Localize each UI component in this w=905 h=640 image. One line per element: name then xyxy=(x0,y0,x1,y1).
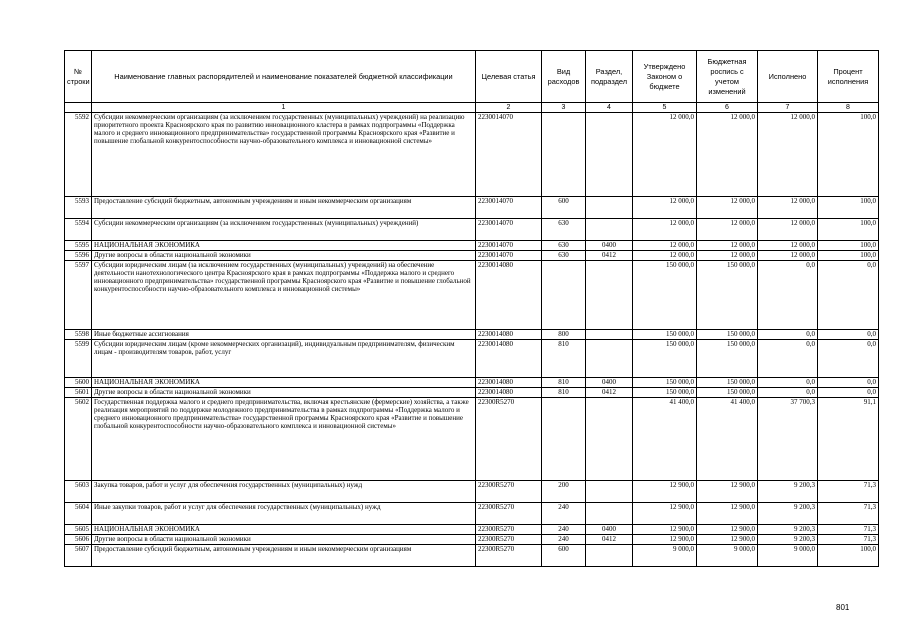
section-code xyxy=(586,503,633,525)
executed-amount: 12 000,0 xyxy=(758,219,818,241)
header-expense-type: Вид расходов xyxy=(542,51,586,103)
schedule-amount: 12 000,0 xyxy=(697,251,758,261)
executed-amount: 9 200,3 xyxy=(758,525,818,535)
target-article-code: 2230014070 xyxy=(476,219,542,241)
row-number: 5606 xyxy=(65,535,92,545)
row-name: НАЦИОНАЛЬНАЯ ЭКОНОМИКА xyxy=(92,378,476,388)
approved-amount: 12 000,0 xyxy=(633,251,697,261)
schedule-amount: 150 000,0 xyxy=(697,340,758,378)
execution-percent: 100,0 xyxy=(818,113,879,197)
target-article-code: 2230014080 xyxy=(476,378,542,388)
row-name: Другие вопросы в области национальной экономики xyxy=(92,251,476,261)
target-article-code: 22300R5270 xyxy=(476,503,542,525)
header-target-article: Целевая статья xyxy=(476,51,542,103)
approved-amount: 12 000,0 xyxy=(633,241,697,251)
approved-amount: 12 900,0 xyxy=(633,503,697,525)
schedule-amount: 150 000,0 xyxy=(697,378,758,388)
target-article-code: 22300R5270 xyxy=(476,525,542,535)
execution-percent: 100,0 xyxy=(818,241,879,251)
approved-amount: 150 000,0 xyxy=(633,261,697,330)
execution-percent: 71,3 xyxy=(818,503,879,525)
section-code: 0400 xyxy=(586,241,633,251)
executed-amount: 0,0 xyxy=(758,388,818,398)
executed-amount: 9 000,0 xyxy=(758,545,818,567)
executed-amount: 0,0 xyxy=(758,261,818,330)
executed-amount: 12 000,0 xyxy=(758,197,818,219)
header-percent: Процент исполнения xyxy=(818,51,879,103)
schedule-amount: 12 900,0 xyxy=(697,535,758,545)
row-number: 5600 xyxy=(65,378,92,388)
row-name: Субсидии некоммерческим организациям (за исключением государственных (муниципальных) учреждений) xyxy=(92,219,476,241)
expense-type-code: 810 xyxy=(542,388,586,398)
header-schedule: Бюджетная роспись с учетом изменений xyxy=(697,51,758,103)
row-name: Государственная поддержка малого и среднего предпринимательства, включая крестьянские (фермерские) хозяйства, а также реализация мероприятий по поддержке молодежного предпринимательства в рамках подпрограммы «Поддержка малого и среднего инновационного предпринимательства» государственной программы Красноярского края «Развитие и повышение глобальной конкурентоспособности научно-образовательного комплекса и инновационной системы» xyxy=(92,398,476,481)
row-name: Субсидии юридическим лицам (за исключением государственных (муниципальных) учреждений) на обеспечение деятельности нанотехнологического центра Красноярского края в рамках подпрограммы «Поддержка малого и среднего инновационного предпринимательства» государственной программы Красноярского края «Развитие и повышение глобальной конкурентоспособности научно-образовательного комплекса и инновационной системы» xyxy=(92,261,476,330)
target-article-code: 22300R5270 xyxy=(476,398,542,481)
table-header-row xyxy=(65,51,879,103)
row-name: Субсидии юридическим лицам (кроме некоммерческих организаций), индивидуальным предпринимателям, физическим лицам - производителям товаров, работ, услуг xyxy=(92,340,476,378)
expense-type-code: 810 xyxy=(542,378,586,388)
approved-amount: 150 000,0 xyxy=(633,388,697,398)
approved-amount: 12 900,0 xyxy=(633,525,697,535)
row-number: 5597 xyxy=(65,261,92,330)
table-row xyxy=(65,388,879,398)
table-row xyxy=(65,330,879,340)
expense-type-code: 630 xyxy=(542,219,586,241)
row-name: Закупка товаров, работ и услуг для обеспечения государственных (муниципальных) нужд xyxy=(92,481,476,503)
section-code: 0412 xyxy=(586,251,633,261)
expense-type-code: 240 xyxy=(542,503,586,525)
schedule-amount: 150 000,0 xyxy=(697,388,758,398)
table-row xyxy=(65,261,879,330)
section-code xyxy=(586,340,633,378)
table-row xyxy=(65,197,879,219)
execution-percent: 0,0 xyxy=(818,388,879,398)
expense-type-code: 600 xyxy=(542,545,586,567)
target-article-code: 22300R5270 xyxy=(476,481,542,503)
execution-percent: 71,3 xyxy=(818,535,879,545)
target-article-code: 2230014070 xyxy=(476,197,542,219)
executed-amount: 9 200,3 xyxy=(758,503,818,525)
expense-type-code xyxy=(542,261,586,330)
section-code: 0412 xyxy=(586,388,633,398)
section-code xyxy=(586,219,633,241)
approved-amount: 9 000,0 xyxy=(633,545,697,567)
executed-amount: 9 200,3 xyxy=(758,481,818,503)
column-number: 5 xyxy=(633,103,697,113)
schedule-amount: 41 400,0 xyxy=(697,398,758,481)
expense-type-code: 800 xyxy=(542,330,586,340)
row-number: 5601 xyxy=(65,388,92,398)
expense-type-code: 240 xyxy=(542,535,586,545)
row-number: 5605 xyxy=(65,525,92,535)
row-number: 5604 xyxy=(65,503,92,525)
expense-type-code xyxy=(542,398,586,481)
approved-amount: 12 000,0 xyxy=(633,219,697,241)
row-number: 5607 xyxy=(65,545,92,567)
target-article-code: 2230014070 xyxy=(476,113,542,197)
row-number: 5603 xyxy=(65,481,92,503)
approved-amount: 150 000,0 xyxy=(633,378,697,388)
schedule-amount: 12 000,0 xyxy=(697,113,758,197)
approved-amount: 150 000,0 xyxy=(633,330,697,340)
row-name: Иные бюджетные ассигнования xyxy=(92,330,476,340)
expense-type-code: 600 xyxy=(542,197,586,219)
budget-execution-table xyxy=(64,50,879,567)
executed-amount: 0,0 xyxy=(758,378,818,388)
execution-percent: 91,1 xyxy=(818,398,879,481)
executed-amount: 0,0 xyxy=(758,340,818,378)
executed-amount: 9 200,3 xyxy=(758,535,818,545)
header-name: Наименование главных распорядителей и наименование показателей бюджетной классификации xyxy=(92,51,476,103)
approved-amount: 12 900,0 xyxy=(633,535,697,545)
table-row xyxy=(65,525,879,535)
execution-percent: 71,3 xyxy=(818,481,879,503)
column-number: 1 xyxy=(92,103,476,113)
column-number xyxy=(65,103,92,113)
schedule-amount: 12 000,0 xyxy=(697,197,758,219)
execution-percent: 71,3 xyxy=(818,525,879,535)
section-code xyxy=(586,197,633,219)
column-number: 8 xyxy=(818,103,879,113)
row-number: 5593 xyxy=(65,197,92,219)
table-row xyxy=(65,545,879,567)
table-row xyxy=(65,535,879,545)
expense-type-code: 630 xyxy=(542,251,586,261)
row-name: Субсидии некоммерческим организациям (за исключением государственных (муниципальных) учреждений) на реализацию приоритетного проекта Красноярского края по развитию инновационного кластера в рамках подпрограммы «Поддержка малого и среднего инновационного предпринимательства» государственной программы Красноярского края «Развитие и повышение глобальной конкурентоспособности научно-образовательного комплекса и инновационной системы» xyxy=(92,113,476,197)
row-number: 5592 xyxy=(65,113,92,197)
header-section: Раздел, подраздел xyxy=(586,51,633,103)
section-code: 0400 xyxy=(586,525,633,535)
row-number: 5599 xyxy=(65,340,92,378)
execution-percent: 0,0 xyxy=(818,378,879,388)
target-article-code: 2230014080 xyxy=(476,261,542,330)
execution-percent: 0,0 xyxy=(818,340,879,378)
expense-type-code: 240 xyxy=(542,525,586,535)
schedule-amount: 150 000,0 xyxy=(697,261,758,330)
schedule-amount: 12 900,0 xyxy=(697,503,758,525)
executed-amount: 0,0 xyxy=(758,330,818,340)
expense-type-code: 810 xyxy=(542,340,586,378)
expense-type-code: 200 xyxy=(542,481,586,503)
execution-percent: 100,0 xyxy=(818,197,879,219)
row-number: 5598 xyxy=(65,330,92,340)
column-number: 2 xyxy=(476,103,542,113)
section-code xyxy=(586,113,633,197)
table-row xyxy=(65,251,879,261)
execution-percent: 100,0 xyxy=(818,251,879,261)
approved-amount: 12 000,0 xyxy=(633,197,697,219)
executed-amount: 12 000,0 xyxy=(758,241,818,251)
approved-amount: 12 000,0 xyxy=(633,113,697,197)
row-name: Другие вопросы в области национальной экономики xyxy=(92,535,476,545)
schedule-amount: 150 000,0 xyxy=(697,330,758,340)
table-row xyxy=(65,503,879,525)
schedule-amount: 12 900,0 xyxy=(697,525,758,535)
target-article-code: 2230014080 xyxy=(476,388,542,398)
section-code xyxy=(586,330,633,340)
target-article-code: 2230014080 xyxy=(476,340,542,378)
table-row xyxy=(65,378,879,388)
execution-percent: 100,0 xyxy=(818,545,879,567)
schedule-amount: 12 000,0 xyxy=(697,219,758,241)
row-name: Другие вопросы в области национальной экономики xyxy=(92,388,476,398)
header-executed: Исполнено xyxy=(758,51,818,103)
target-article-code: 22300R5270 xyxy=(476,535,542,545)
approved-amount: 150 000,0 xyxy=(633,340,697,378)
section-code: 0400 xyxy=(586,378,633,388)
row-number: 5596 xyxy=(65,251,92,261)
table-row xyxy=(65,481,879,503)
expense-type-code: 630 xyxy=(542,241,586,251)
executed-amount: 37 700,3 xyxy=(758,398,818,481)
target-article-code: 2230014070 xyxy=(476,251,542,261)
expense-type-code xyxy=(542,113,586,197)
schedule-amount: 12 000,0 xyxy=(697,241,758,251)
section-code xyxy=(586,261,633,330)
schedule-amount: 9 000,0 xyxy=(697,545,758,567)
column-number: 6 xyxy=(697,103,758,113)
target-article-code: 2230014070 xyxy=(476,241,542,251)
row-name: НАЦИОНАЛЬНАЯ ЭКОНОМИКА xyxy=(92,241,476,251)
row-name: НАЦИОНАЛЬНАЯ ЭКОНОМИКА xyxy=(92,525,476,535)
target-article-code: 2230014080 xyxy=(476,330,542,340)
table-row xyxy=(65,340,879,378)
approved-amount: 41 400,0 xyxy=(633,398,697,481)
page-number: 801 xyxy=(836,603,850,612)
approved-amount: 12 900,0 xyxy=(633,481,697,503)
target-article-code: 22300R5270 xyxy=(476,545,542,567)
executed-amount: 12 000,0 xyxy=(758,113,818,197)
row-number: 5594 xyxy=(65,219,92,241)
row-number: 5602 xyxy=(65,398,92,481)
row-name: Иные закупки товаров, работ и услуг для обеспечения государственных (муниципальных) нужд xyxy=(92,503,476,525)
row-number: 5595 xyxy=(65,241,92,251)
table-row xyxy=(65,113,879,197)
executed-amount: 12 000,0 xyxy=(758,251,818,261)
schedule-amount: 12 900,0 xyxy=(697,481,758,503)
section-code xyxy=(586,481,633,503)
row-name: Предоставление субсидий бюджетным, автономным учреждениям и иным некоммерческим организациям xyxy=(92,545,476,567)
table-row xyxy=(65,398,879,481)
section-code xyxy=(586,545,633,567)
section-code xyxy=(586,398,633,481)
column-number: 3 xyxy=(542,103,586,113)
column-number: 7 xyxy=(758,103,818,113)
execution-percent: 0,0 xyxy=(818,330,879,340)
table-row xyxy=(65,241,879,251)
section-code: 0412 xyxy=(586,535,633,545)
row-name: Предоставление субсидий бюджетным, автономным учреждениям и иным некоммерческим организациям xyxy=(92,197,476,219)
column-number-row xyxy=(65,103,879,113)
execution-percent: 0,0 xyxy=(818,261,879,330)
header-row-no: № строки xyxy=(65,51,92,103)
column-number: 4 xyxy=(586,103,633,113)
header-approved: Утверждено Законом о бюджете xyxy=(633,51,697,103)
table-row xyxy=(65,219,879,241)
execution-percent: 100,0 xyxy=(818,219,879,241)
